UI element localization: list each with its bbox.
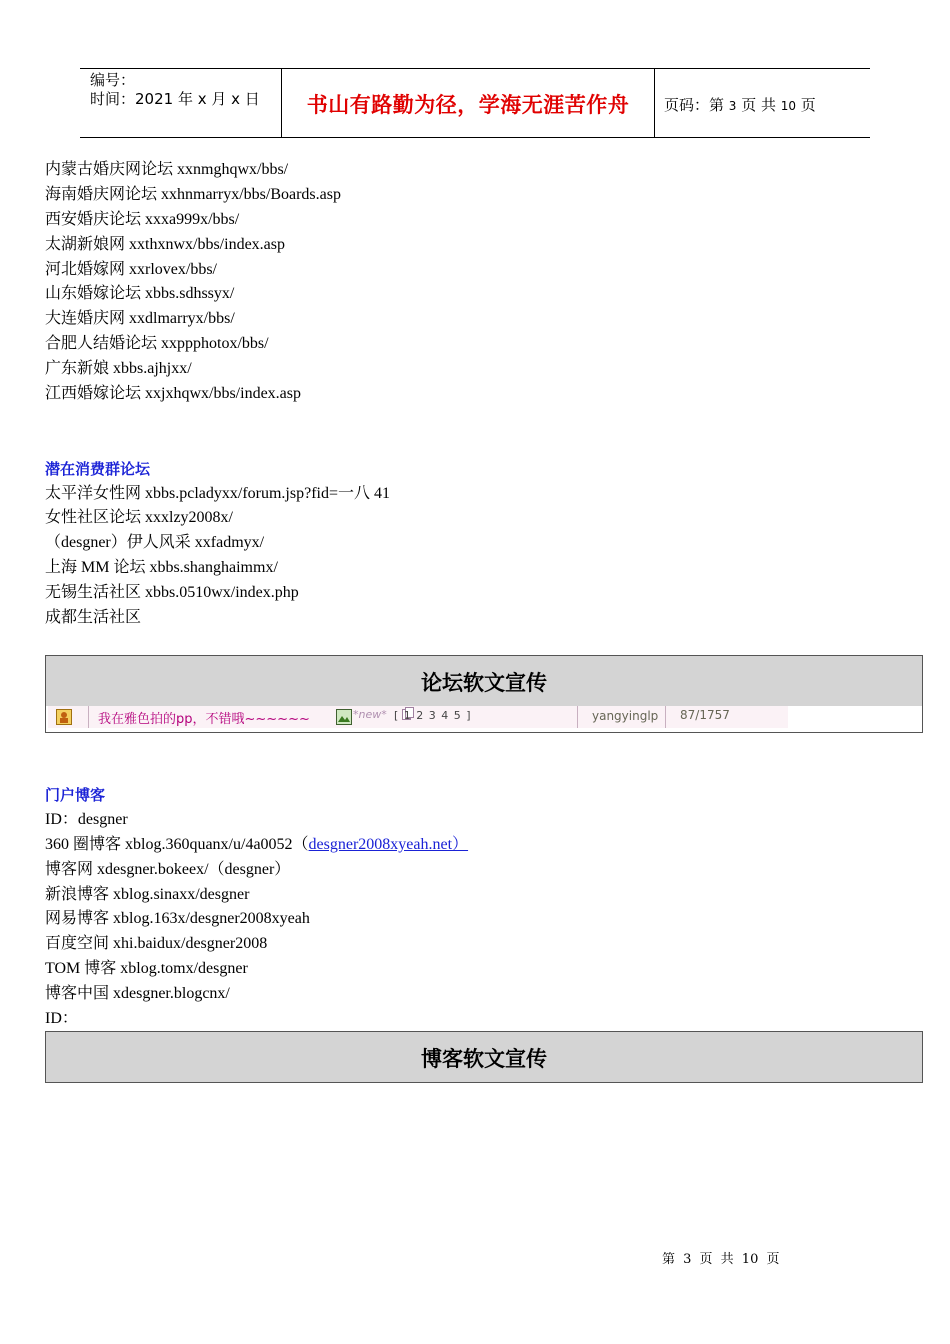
list-item: 博客网 xdesgner.bokeex/（desgner）	[45, 860, 291, 878]
hot-post-icon	[56, 709, 72, 725]
list-item: 西安婚庆论坛 xxxa999x/bbs/	[45, 210, 240, 228]
forum-post-row[interactable]	[45, 706, 923, 733]
section-title-consumer-forums: 潜在消费群论坛	[45, 459, 151, 478]
list-item: 成都生活社区	[45, 609, 142, 627]
header-page-info	[664, 94, 816, 115]
spacer	[45, 407, 915, 457]
list-item: 新浪博客 xblog.sinaxx/desgner	[45, 885, 250, 903]
column-divider	[665, 706, 666, 728]
list-item: 百度空间 xhi.baidux/desgner2008	[45, 935, 268, 953]
page-total: 10	[780, 99, 797, 113]
header-motto: 书山有路勤为径，学海无涯苦作舟	[306, 93, 630, 117]
page-num: 3	[728, 99, 737, 113]
image-attachment-icon	[336, 709, 352, 725]
header-time: 时间：2021 年 x 月 x 日	[90, 90, 260, 108]
list-item: 太湖新娘网 xxthxnwx/bbs/index.asp	[45, 235, 285, 253]
banner-blog-promo: 博客软文宣传	[45, 1031, 923, 1083]
list-item: 合肥人结婚论坛 xxppphotox/bbs/	[45, 335, 269, 353]
page-footer: 第 3 页 共 10 页	[662, 1252, 780, 1267]
new-badge: *new*	[353, 708, 387, 721]
list-item: 江西婚嫁论坛 xxjxhqwx/bbs/index.asp	[45, 385, 301, 403]
list-item: 山东婚嫁论坛 xbbs.sdhssyx/	[45, 285, 235, 303]
list-item: 海南婚庆网论坛 xxhnmarryx/bbs/Boards.asp	[45, 185, 341, 203]
page-prefix: 页码：第	[664, 96, 729, 114]
header-divider-2	[654, 69, 655, 137]
list-item: 上海 MM 论坛 xbbs.shanghaimmx/	[45, 559, 278, 577]
list-item: 广东新娘 xbbs.ajhjxx/	[45, 360, 192, 378]
list-item: 内蒙古婚庆网论坛 xxnmghqwx/bbs/	[45, 161, 289, 178]
forum-post-pages[interactable]: [ 1 2 3 4 5 ]	[394, 709, 472, 722]
section-title-portal-blogs: 门户博客	[45, 786, 106, 804]
header-meta	[90, 71, 280, 109]
column-divider	[577, 706, 578, 728]
list-item: 大连婚庆网 xxdlmarryx/bbs/	[45, 310, 235, 328]
portal-blog-section	[45, 783, 915, 1032]
blog-id-line-2: ID：	[45, 1010, 78, 1028]
blog-id-line: ID：desgner	[45, 810, 128, 828]
list-item: 网易博客 xblog.163x/desgner2008xyeah	[45, 910, 310, 928]
page-header	[80, 68, 870, 138]
header-bianhao: 编号：	[90, 71, 136, 89]
document-body	[45, 158, 915, 631]
list-item: 太平洋女性网 xbbs.pcladyxx/forum.jsp?fid=一八 41	[45, 484, 390, 502]
list-item: 河北婚嫁网 xxrlovex/bbs/	[45, 260, 217, 278]
forum-post-author[interactable]: yangyinglp	[592, 709, 659, 723]
list-item: 女性社区论坛 xxxlzy2008x/	[45, 509, 233, 527]
blog-item-prefix: 360 圈博客 xblog.360quanx/u/4a0052（	[45, 835, 309, 853]
banner-forum-promo: 论坛软文宣传	[45, 655, 923, 707]
list-item: 无锡生活社区 xbbs.0510wx/index.php	[45, 584, 299, 602]
list-item: （desgner）伊人风采 xxfadmyx/	[45, 534, 265, 552]
email-link[interactable]: desgner2008xyeah.net）	[308, 835, 469, 853]
list-item: TOM 博客 xblog.tomx/desgner	[45, 960, 248, 978]
forum-post-title[interactable]: 我在雅色拍的pp，不错哦~~~~~~	[98, 712, 310, 727]
column-divider	[88, 706, 89, 728]
page-mid: 页 共	[736, 96, 781, 114]
page-suffix: 页	[796, 96, 816, 114]
forum-post-stats: 87/1757	[680, 708, 730, 722]
list-item	[45, 833, 915, 858]
list-item: 博客中国 xdesgner.blogcnx/	[45, 985, 230, 1003]
